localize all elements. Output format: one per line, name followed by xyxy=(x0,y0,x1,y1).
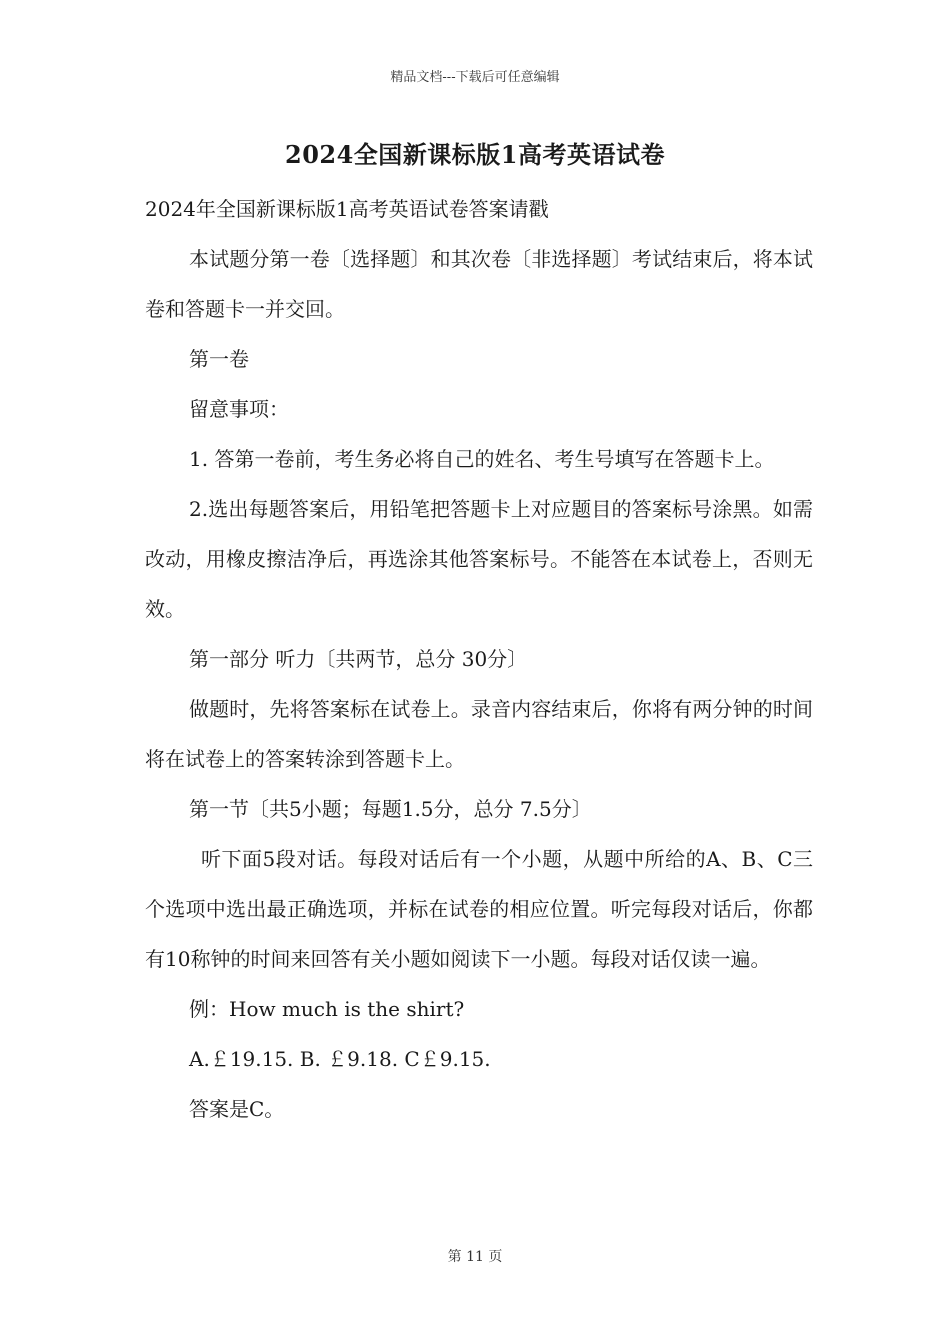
paragraph-example-question: 例：How much is the shirt? xyxy=(189,997,465,1021)
paragraph-listening-instructions: 做题时，先将答案标在试卷上。录音内容结束后，你将有两分钟的时间将在试卷上的答案转涂到答题卡上。 xyxy=(145,697,813,771)
document-body xyxy=(145,184,813,1134)
paragraph-section-one-heading: 第一节〔共5小题；每题1.5分，总分 7.5分〕 xyxy=(189,797,592,821)
paragraph-part-one-heading: 第一部分 听力〔共两节，总分 30分〕 xyxy=(189,647,528,671)
paragraph-intro: 2024年全国新课标版1高考英语试卷答案请戳 xyxy=(145,197,549,221)
paragraph-exam-structure: 本试题分第一卷〔选择题〕和其次卷〔非选择题〕考试结束后，将本试卷和答题卡一并交回。 xyxy=(145,247,813,321)
paragraph-note-2: 2.选出每题答案后，用铅笔把答题卡上对应题目的答案标号涂黑。如需改动，用橡皮擦洁净后，再选涂其他答案标号。不能答在本试卷上，否则无效。 xyxy=(145,497,813,621)
paragraph-volume-one: 第一卷 xyxy=(189,347,249,371)
paragraph-example-answer: 答案是C。 xyxy=(189,1097,285,1121)
page-header: 精品文档---下载后可任意编辑 xyxy=(390,70,560,85)
page-number: 第 11 页 xyxy=(447,1249,503,1265)
paragraph-note-1: 1. 答第一卷前，考生务必将自己的姓名、考生号填写在答题卡上。 xyxy=(189,447,775,471)
document-title: 2024全国新课标版1高考英语试卷 xyxy=(285,140,665,169)
paragraph-notes-heading: 留意事项： xyxy=(189,397,289,421)
paragraph-section-one-instructions: 听下面5段对话。每段对话后有一个小题，从题中所给的A、B、C三个选项中选出最正确选项，并标在试卷的相应位置。听完每段对话后，你都有10称钟的时间来回答有关小题如阅读下一小题。每段对话仅读一遍。 xyxy=(145,847,813,971)
paragraph-example-options: A.￡19.15. B. ￡9.18. C￡9.15. xyxy=(189,1047,491,1071)
